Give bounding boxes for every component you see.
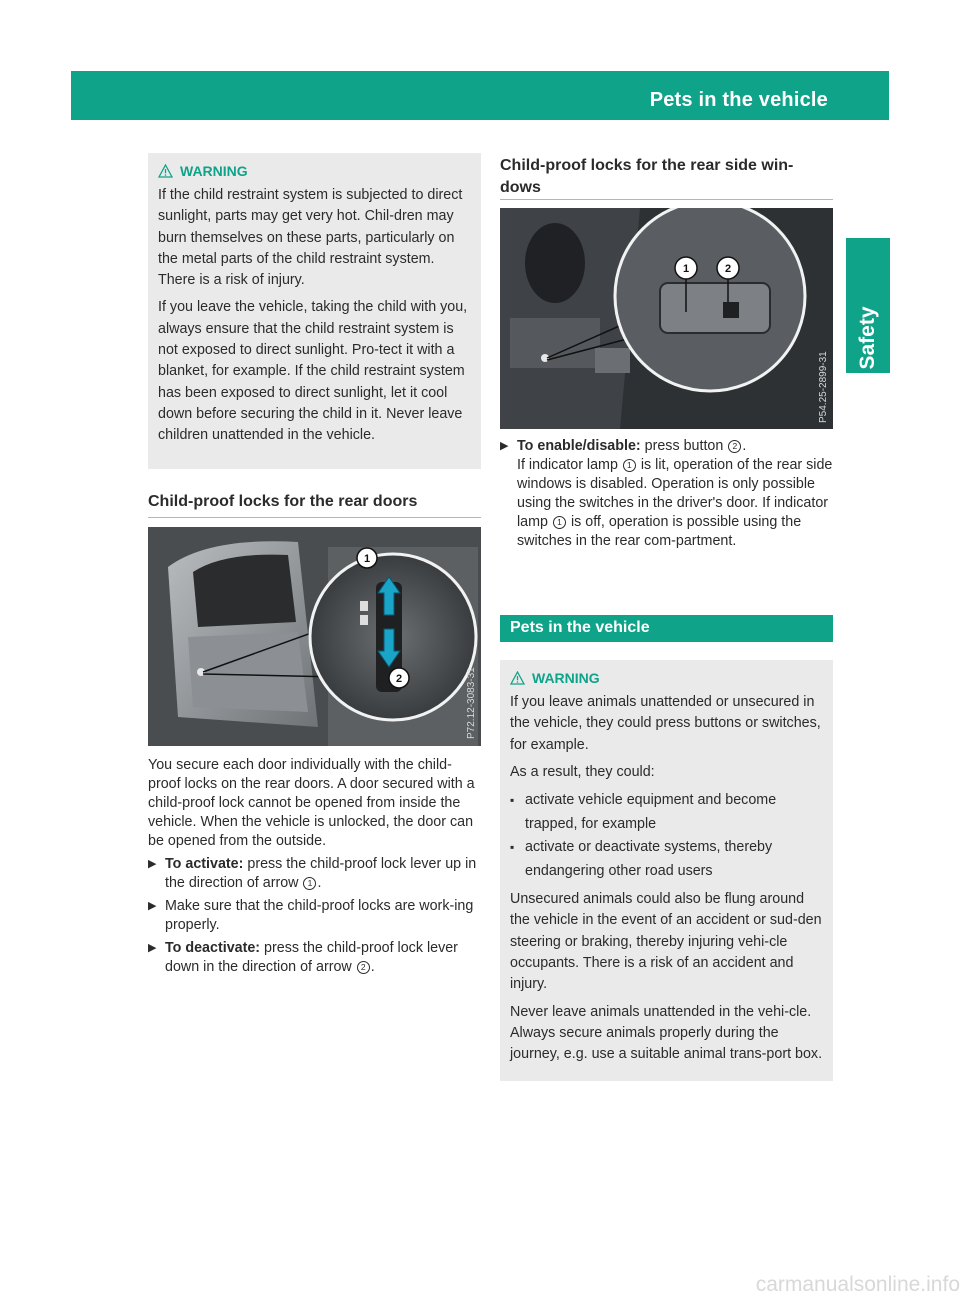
step-text: press button	[640, 438, 728, 454]
step-detail: is lit, operation of the rear side windows is disabled. Operation is only possible using the switches in the driver's door. If indicator lamp	[517, 457, 833, 530]
warning-triangle-icon	[510, 671, 525, 685]
callout-ref: 1	[623, 459, 636, 472]
callout-1: 1	[363, 553, 371, 565]
rear-doors-intro: You secure each door individually with the child-proof locks on the rear doors. A door secured with a child-proof lock cannot be opened from inside the vehicle. When the vehicle is unlocked, the door can be opened from the outside.	[148, 757, 475, 849]
section-heading-rear-windows	[500, 155, 835, 199]
chapter-tab-marker	[846, 238, 890, 282]
instruction-step	[500, 437, 836, 551]
step-end: .	[317, 875, 322, 891]
warning-heading-text: WARNING	[532, 670, 600, 686]
warning-box-pets	[500, 660, 833, 1081]
chapter-tab	[846, 238, 890, 373]
heading-line: Child-proof locks for the rear side win-	[500, 157, 794, 174]
heading-rule	[500, 199, 833, 200]
callout-ref: 2	[357, 961, 370, 974]
image-code: P72.12-3083-31	[466, 667, 477, 739]
section-bar-pets	[500, 615, 833, 642]
step-detail: is off, operation is possible using the switches in the rear com-partment.	[517, 514, 802, 549]
step-label: To activate:	[165, 856, 244, 872]
step-end: .	[742, 438, 747, 454]
warning-paragraph: If you leave the vehicle, taking the child with you, always ensure that the child restraint system is not exposed to direct sunlight. Pro-tect it with a blanket, for example. If the child restraint system has been exposed to direct sunlight, let it cool down before securing the child in it. Never leave children unattended in the vehicle.	[158, 299, 468, 444]
step-arrow-icon: ▶	[500, 440, 509, 452]
instruction-step	[148, 939, 483, 977]
callout-ref: 1	[553, 516, 566, 529]
image-code: P54.25-2899-31	[818, 351, 829, 423]
warning-bullet-list	[510, 789, 823, 883]
warning-paragraph: As a result, they could:	[510, 763, 655, 780]
step-text: Make sure that the child-proof locks are work-ing properly.	[165, 898, 474, 933]
warning-triangle-icon	[158, 164, 173, 178]
warning-heading	[510, 670, 823, 686]
warning-box-sunlight	[148, 153, 481, 469]
warning-paragraph: Unsecured animals could also be flung around the vehicle in the event of an accident or sud-den steering or braking, thereby injuring vehi-cle occupants. There is a risk of an accident and injury.	[510, 891, 822, 993]
header-divider	[902, 81, 904, 120]
heading-rule	[148, 517, 481, 518]
rear-doors-body	[148, 756, 483, 981]
window-switch-illustration	[500, 208, 833, 429]
page-number: 65	[918, 91, 937, 110]
rear-windows-body	[500, 437, 836, 555]
heading-line: dows	[500, 179, 541, 196]
warning-paragraph: If you leave animals unattended or unsecured in the vehicle, they could press buttons or switches, for example.	[510, 694, 821, 753]
callout-1: 1	[682, 263, 690, 275]
step-detail: If indicator lamp	[517, 457, 622, 473]
step-label: To deactivate:	[165, 940, 261, 956]
step-text: press the child-proof lock lever down in the direction of arrow	[165, 940, 458, 975]
rear-window-switch-photo	[500, 208, 833, 429]
step-arrow-icon: ▶	[148, 942, 157, 954]
warning-heading	[158, 163, 471, 179]
chapter-tab-label: Safety	[856, 306, 879, 370]
page-header	[71, 71, 937, 120]
callout-ref: 1	[303, 877, 316, 890]
warning-paragraph: Never leave animals unattended in the vehi-cle. Always secure animals properly during the journey, e.g. use a suitable animal trans-port box.	[510, 1003, 823, 1063]
callout-2: 2	[395, 673, 403, 685]
warning-heading-text: WARNING	[180, 163, 248, 179]
callout-2: 2	[724, 263, 732, 275]
list-item: ▪ activate or deactivate systems, thereby endangering other road users	[510, 836, 823, 883]
section-heading-rear-doors: Child-proof locks for the rear doors	[148, 493, 418, 510]
callout-ref: 2	[728, 440, 741, 453]
section-title: Pets in the vehicle	[510, 619, 650, 636]
step-end: .	[370, 959, 375, 975]
instruction-step	[148, 897, 483, 935]
step-arrow-icon: ▶	[148, 858, 157, 870]
warning-paragraph: If the child restraint system is subjected to direct sunlight, parts may get very hot. Chil-dren may burn themselves on these parts, particularly on the metal parts of the child restraint system. There is a risk of injury.	[158, 187, 463, 289]
header-title: Pets in the vehicle	[649, 89, 828, 111]
instruction-step	[148, 855, 483, 893]
step-text: press the child-proof lock lever up in the direction of arrow	[165, 856, 477, 891]
step-arrow-icon: ▶	[148, 900, 157, 912]
step-label: To enable/disable:	[517, 438, 641, 454]
rear-door-illustration	[148, 527, 481, 746]
list-item: ▪ activate vehicle equipment and become trapped, for example	[510, 789, 823, 836]
rear-door-photo	[148, 527, 481, 746]
footer-watermark: carmanualsonline.info	[755, 1273, 960, 1296]
